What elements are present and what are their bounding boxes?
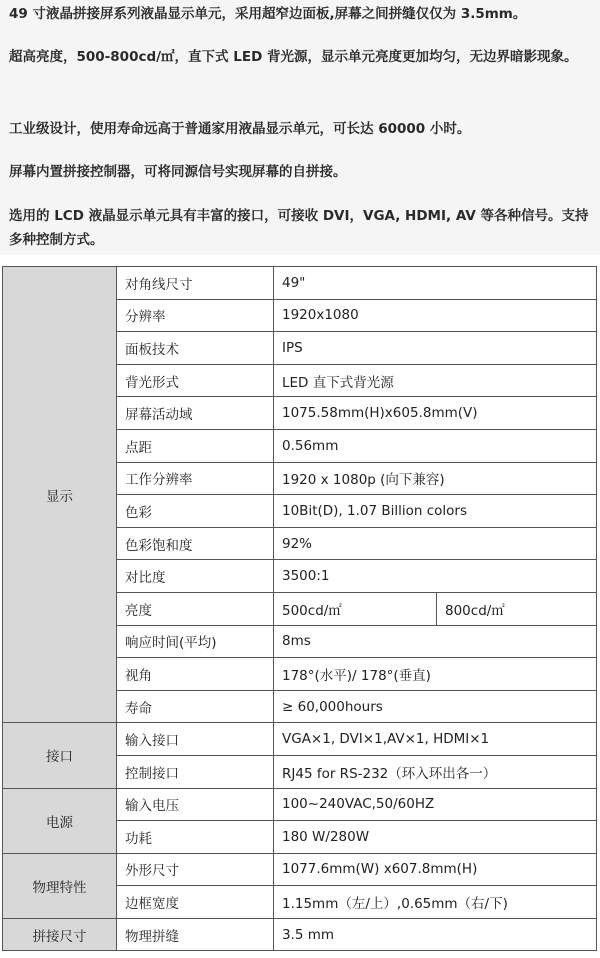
intro-paragraph-1: 49 寸液晶拼接屏系列液晶显示单元，采用超窄边面板,屏幕之间拼缝仅仅为 3.5mm。 [9,6,527,22]
spec-label: 边框宽度 [117,886,274,919]
spec-label: 分辨率 [117,299,274,332]
spec-value: 1077.6mm(W) x607.8mm(H) [274,853,597,886]
spec-label: 色彩 [117,495,274,528]
intro-paragraph-3: 工业级设计，使用寿命远高于普通家用液晶显示单元，可长达 60000 小时。 [9,121,471,137]
spec-value: LED 直下式背光源 [274,364,597,397]
spec-value: ≥ 60,000hours [274,690,597,723]
group-physical: 物理特性 [3,853,117,918]
spec-value: 0.56mm [274,429,597,462]
spec-label: 寿命 [117,690,274,723]
spec-label: 工作分辨率 [117,462,274,495]
spec-table [2,266,597,951]
spec-label: 控制接口 [117,755,274,788]
spec-label: 屏幕活动域 [117,397,274,430]
spec-value: RJ45 for RS-232（环入环出各一） [274,755,597,788]
spec-label: 色彩饱和度 [117,527,274,560]
table-row [3,723,597,756]
spec-value: 3500:1 [274,560,597,593]
spec-label: 输入接口 [117,723,274,756]
spec-value: 92% [274,527,597,560]
group-power: 电源 [3,788,117,853]
spec-label: 物理拼缝 [117,918,274,951]
spec-label: 点距 [117,429,274,462]
table-row [3,267,597,300]
spec-value: 178°(水平)/ 178°(垂直) [274,658,597,691]
spec-value: VGA×1, DVI×1,AV×1, HDMI×1 [274,723,597,756]
spec-value: 100~240VAC,50/60HZ [274,788,597,821]
spec-label: 视角 [117,658,274,691]
table-row [3,918,597,951]
intro-paragraph-4: 屏幕内置拼接控制器，可将同源信号实现屏幕的自拼接。 [9,164,347,180]
spec-label: 背光形式 [117,364,274,397]
spec-value: 49" [274,267,597,300]
spec-label: 对角线尺寸 [117,267,274,300]
spec-label: 外形尺寸 [117,853,274,886]
intro-paragraph-2: 超高亮度，500-800cd/㎡，直下式 LED 背光源，显示单元亮度更加均匀，无边界暗影现象。 [9,49,578,65]
spec-label: 面板技术 [117,332,274,365]
spec-value: 500cd/㎡ [274,592,437,625]
intro-paragraph-5: 选用的 LCD 液晶显示单元具有丰富的接口，可接收 DVI，VGA, HDMI, AV 等各种信号。支持多种控制方式。 [9,208,589,248]
group-interface: 接口 [3,723,117,788]
spec-value: 8ms [274,625,597,658]
spec-label: 亮度 [117,592,274,625]
table-row [3,853,597,886]
spec-label: 功耗 [117,821,274,854]
spec-label: 输入电压 [117,788,274,821]
spec-value-2: 800cd/㎡ [437,592,597,625]
spec-value: IPS [274,332,597,365]
spec-value: 10Bit(D), 1.07 Billion colors [274,495,597,528]
group-display: 显示 [3,267,117,723]
spec-value: 1920 x 1080p (向下兼容) [274,462,597,495]
spec-value: 180 W/280W [274,821,597,854]
spec-label: 响应时间(平均) [117,625,274,658]
table-row [3,788,597,821]
group-splice: 拼接尺寸 [3,918,117,951]
spec-value: 1.15mm（左/上）,0.65mm（右/下) [274,886,597,919]
intro-section [0,0,600,255]
spec-label: 对比度 [117,560,274,593]
spec-value: 1920x1080 [274,299,597,332]
spec-value: 3.5 mm [274,918,597,951]
spec-value: 1075.58mm(H)x605.8mm(V) [274,397,597,430]
